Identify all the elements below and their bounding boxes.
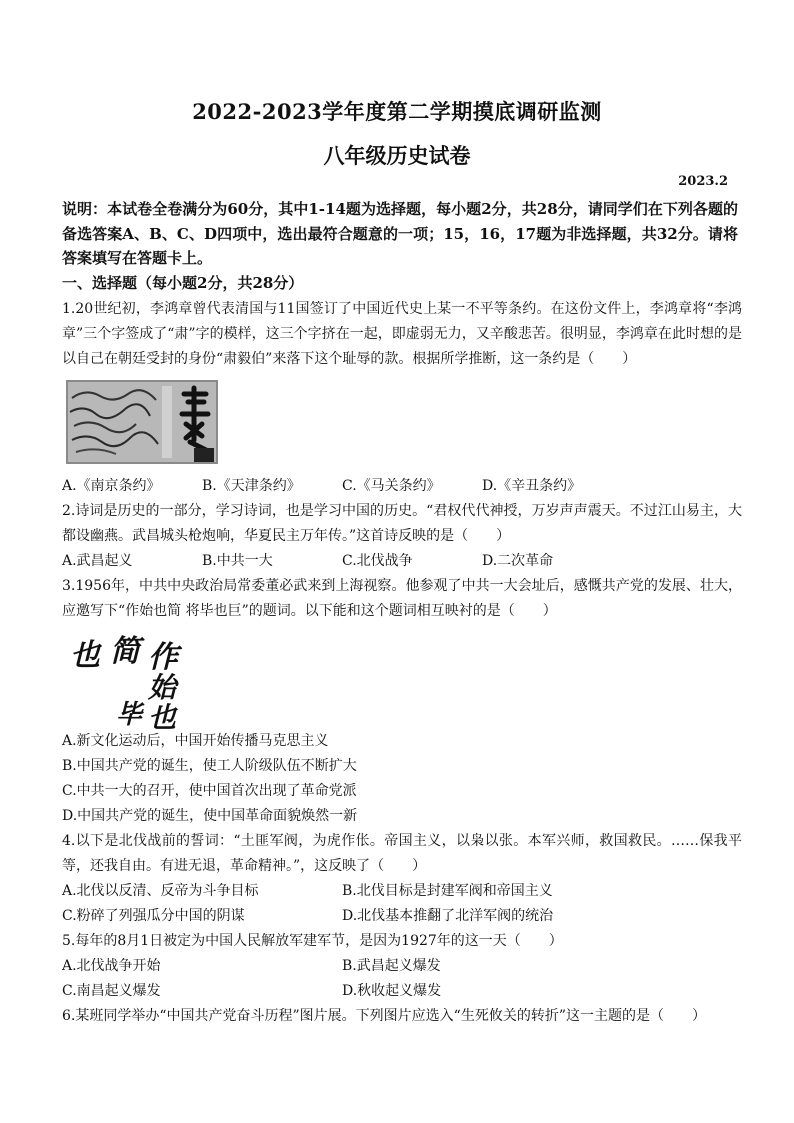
calligraphy-char: 简 bbox=[110, 634, 140, 669]
option-a[interactable]: A.《南京条约》 bbox=[62, 478, 161, 494]
option-c[interactable]: C.粉碎了列强瓜分中国的阴谋 bbox=[62, 908, 245, 924]
option-c[interactable]: C.南昌起义爆发 bbox=[62, 983, 161, 999]
option-c[interactable]: C.北伐战争 bbox=[342, 553, 413, 569]
question-5-options bbox=[62, 954, 742, 1004]
option-b[interactable]: B.中国共产党的诞生，使工人阶级队伍不断扩大 bbox=[62, 758, 357, 774]
option-b[interactable]: B.《天津条约》 bbox=[202, 478, 301, 494]
question-3-stem: 3.1956年，中共中央政治局常委董必武来到上海视察。他参观了中共一大会址后，感慨共产党的发展、壮大，应邀写下“作始也简 将毕也巨”的题词。以下能和这个题词相互映衬的是（ ） bbox=[62, 578, 742, 619]
calligraphy-char: 也 bbox=[70, 638, 100, 673]
option-b[interactable]: B.中共一大 bbox=[202, 553, 273, 569]
option-a[interactable]: A.新文化运动后，中国开始传播马克思主义 bbox=[62, 733, 329, 749]
option-d[interactable]: D.中国共产党的诞生，使中国革命面貌焕然一新 bbox=[62, 808, 358, 824]
option-d[interactable]: D.二次革命 bbox=[482, 553, 554, 569]
option-d[interactable]: D.北伐基本推翻了北洋军阀的统治 bbox=[342, 908, 554, 924]
option-c[interactable]: C.中共一大的召开，使中国首次出现了革命党派 bbox=[62, 783, 357, 799]
option-c[interactable]: C.《马关条约》 bbox=[342, 478, 441, 494]
exam-subtitle: 八年级历史试卷 bbox=[323, 143, 471, 168]
option-a[interactable]: A.北伐战争开始 bbox=[62, 958, 161, 974]
question-6-stem: 6.某班同学举办“中国共产党奋斗历程”图片展。下列图片应选入“生死攸关的转折”这一主题的是（ ） bbox=[62, 1008, 706, 1024]
calligraphy-char: 作 bbox=[148, 640, 178, 675]
calligraphy-char: 毕 bbox=[116, 700, 143, 730]
question-2-options bbox=[62, 549, 742, 574]
question-4-stem: 4.以下是北伐战前的誓词：“土匪军阀，为虎作伥。帝国主义，以枭以张。本军兴师，救国救民。……保我平等，还我自由。有进无退，革命精神。”，这反映了（ ） bbox=[62, 833, 742, 874]
option-b[interactable]: B.武昌起义爆发 bbox=[342, 958, 441, 974]
option-b[interactable]: B.北伐目标是封建军阀和帝国主义 bbox=[342, 883, 553, 899]
question-4-options bbox=[62, 879, 742, 929]
option-a[interactable]: A.北伐以反清、反帝为斗争目标 bbox=[62, 883, 259, 899]
calligraphy-char: 也 bbox=[148, 701, 177, 734]
question-1-options bbox=[62, 474, 742, 499]
section-heading: 一、选择题（每小题2分，共28分） bbox=[62, 274, 304, 292]
option-a[interactable]: A.武昌起义 bbox=[62, 553, 133, 569]
treaty-signature-image bbox=[66, 380, 218, 464]
option-d[interactable]: D.秋收起义爆发 bbox=[342, 983, 442, 999]
question-3-options bbox=[62, 729, 742, 829]
question-2-stem: 2.诗词是历史的一部分，学习诗词，也是学习中国的历史。“君权代代神授，万岁声声震天。不过江山易主，大都设幽燕。武昌城头枪炮响，华夏民主万年传。”这首诗反映的是（ ） bbox=[62, 503, 742, 544]
instructions: 说明：本试卷全卷满分为60分，其中1-14题为选择题，每小题2分，共28分，请同学们在下列各题的备选答案A、B、C、D四项中，选出最符合题意的一项；15，16，17题为非选择题，共32分。请将答案填写在答题卡上。 bbox=[62, 200, 738, 267]
option-d[interactable]: D.《辛丑条约》 bbox=[482, 478, 582, 494]
exam-title: 2022-2023学年度第二学期摸底调研监测 bbox=[192, 99, 602, 124]
calligraphy-inscription-image bbox=[64, 626, 182, 734]
exam-date: 2023.2 bbox=[678, 174, 728, 189]
question-5-stem: 5.每年的8月1日被定为中国人民解放军建军节，是因为1927年的这一天（ ） bbox=[62, 933, 563, 949]
question-1-stem: 1.20世纪初，李鸿章曾代表清国与11国签订了中国近代史上某一不平等条约。在这份文件上，李鸿章将“李鸿章”三个字签成了“肃”字的模样，这三个字挤在一起，即虚弱无力，又辛酸悲苦。很明显，李鸿章在此时想的是以自己在朝廷受封的身份“肃毅伯”来落下这个耻辱的款。根据所学推断，这一条约是（ ） bbox=[62, 301, 742, 367]
calligraphy-char: 始 bbox=[148, 671, 177, 704]
